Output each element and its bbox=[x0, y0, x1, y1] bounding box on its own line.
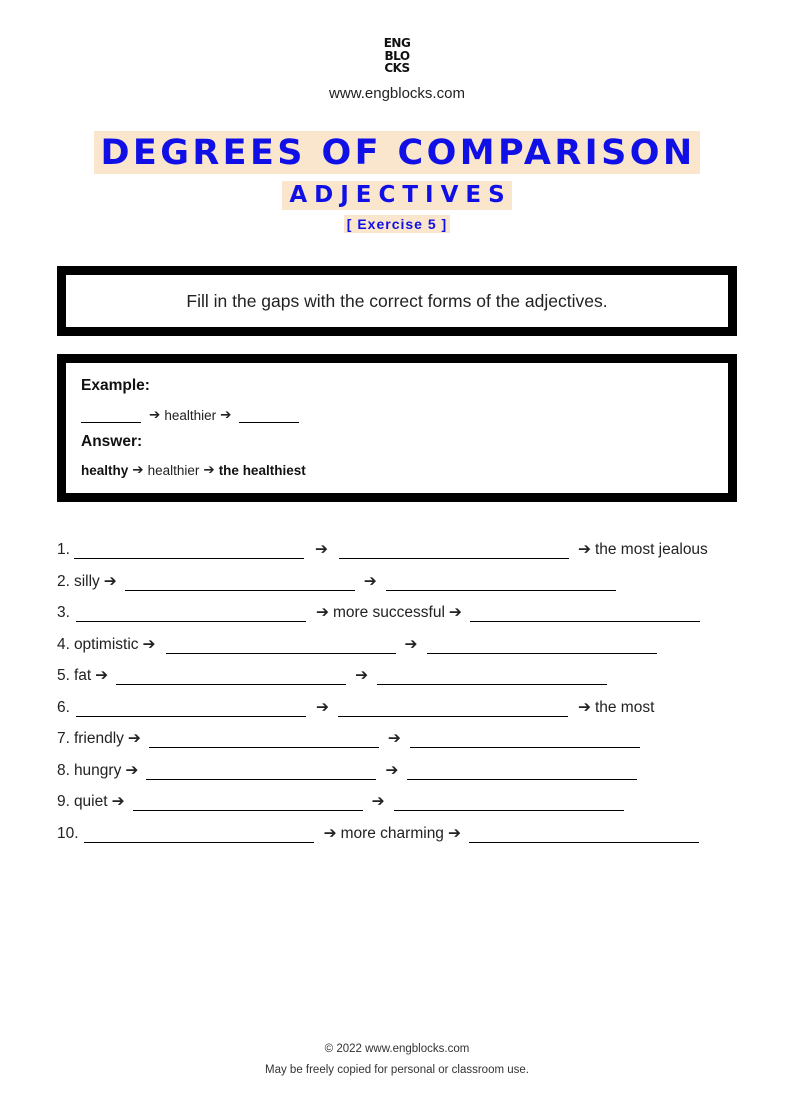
arrow-icon: ➔ bbox=[315, 699, 329, 716]
item-number: 5. bbox=[57, 667, 70, 684]
given-base: fat bbox=[73, 667, 92, 684]
answer-blank[interactable] bbox=[377, 667, 607, 685]
given-base: optimistic bbox=[73, 636, 139, 653]
item-number: 4. bbox=[57, 636, 70, 653]
item-number: 3. bbox=[57, 604, 70, 621]
arrow-icon: ➔ bbox=[111, 793, 125, 810]
given-superlative: the most jealous bbox=[594, 541, 708, 558]
example-line bbox=[81, 407, 299, 423]
instructions-box bbox=[57, 266, 737, 336]
arrow-icon: ➔ bbox=[371, 793, 385, 810]
answer-comparative: healthier bbox=[147, 463, 200, 478]
arrow-icon: ➔ bbox=[385, 762, 399, 779]
exercise-item bbox=[57, 666, 607, 685]
example-blank[interactable] bbox=[81, 408, 141, 423]
example-box bbox=[57, 354, 737, 502]
exercise-item bbox=[57, 572, 616, 591]
item-number: 1. bbox=[57, 541, 70, 558]
answer-blank[interactable] bbox=[76, 604, 306, 622]
arrow-icon: ➔ bbox=[103, 573, 117, 590]
answer-blank[interactable] bbox=[410, 730, 640, 748]
given-comparative: more successful bbox=[332, 604, 445, 621]
given-base: quiet bbox=[73, 793, 108, 810]
example-blank[interactable] bbox=[239, 408, 299, 423]
arrow-icon: ➔ bbox=[448, 604, 462, 621]
answer-blank[interactable] bbox=[338, 699, 568, 717]
arrow-icon: ➔ bbox=[447, 825, 461, 842]
answer-blank[interactable] bbox=[133, 793, 363, 811]
arrow-icon: ➔ bbox=[363, 573, 377, 590]
arrow-icon: ➔ bbox=[323, 825, 337, 842]
answer-line bbox=[81, 462, 306, 478]
arrow-icon: ➔ bbox=[95, 667, 109, 684]
example-label: Example: bbox=[81, 377, 150, 394]
arrow-icon: ➔ bbox=[149, 407, 161, 422]
answer-label: Answer: bbox=[81, 433, 143, 450]
exercise-item bbox=[57, 540, 708, 559]
item-number: 6. bbox=[57, 699, 70, 716]
instructions-text: Fill in the gaps with the correct forms of the adjectives. bbox=[186, 291, 608, 311]
item-number: 8. bbox=[57, 762, 70, 779]
answer-blank[interactable] bbox=[386, 573, 616, 591]
exercise-number: [ Exercise 5 ] bbox=[344, 215, 450, 233]
answer-blank[interactable] bbox=[394, 793, 624, 811]
given-base: hungry bbox=[73, 762, 122, 779]
exercise-item bbox=[57, 761, 637, 780]
answer-blank[interactable] bbox=[146, 762, 376, 780]
logo-line: BLO bbox=[384, 48, 410, 63]
arrow-icon: ➔ bbox=[577, 699, 591, 716]
answer-blank[interactable] bbox=[470, 604, 700, 622]
footer-license: May be freely copied for personal or classroom use. bbox=[265, 1064, 529, 1076]
item-number: 7. bbox=[57, 730, 70, 747]
arrow-icon: ➔ bbox=[203, 462, 215, 477]
worksheet-title: DEGREES OF COMPARISON bbox=[94, 131, 699, 174]
exercise-item bbox=[57, 824, 699, 843]
answer-blank[interactable] bbox=[166, 636, 396, 654]
answer-blank[interactable] bbox=[116, 667, 346, 685]
arrow-icon: ➔ bbox=[125, 762, 139, 779]
item-number: 2. bbox=[57, 573, 70, 590]
arrow-icon: ➔ bbox=[314, 541, 328, 558]
item-number: 10. bbox=[57, 825, 79, 842]
arrow-icon: ➔ bbox=[127, 730, 141, 747]
item-number: 9. bbox=[57, 793, 70, 810]
site-url: www.engblocks.com bbox=[329, 85, 465, 102]
arrow-icon: ➔ bbox=[577, 541, 591, 558]
answer-blank[interactable] bbox=[84, 825, 314, 843]
arrow-icon: ➔ bbox=[220, 407, 232, 422]
answer-blank[interactable] bbox=[469, 825, 699, 843]
footer-copyright: © 2022 www.engblocks.com bbox=[324, 1043, 470, 1055]
arrow-icon: ➔ bbox=[315, 604, 329, 621]
worksheet-subtitle: ADJECTIVES bbox=[282, 181, 511, 210]
answer-blank[interactable] bbox=[407, 762, 637, 780]
answer-blank[interactable] bbox=[76, 699, 306, 717]
given-comparative: more charming bbox=[340, 825, 444, 842]
answer-blank[interactable] bbox=[339, 541, 569, 559]
answer-blank[interactable] bbox=[74, 541, 304, 559]
arrow-icon: ➔ bbox=[142, 636, 156, 653]
arrow-icon: ➔ bbox=[387, 730, 401, 747]
exercise-item bbox=[57, 635, 657, 654]
arrow-icon: ➔ bbox=[404, 636, 418, 653]
given-base: silly bbox=[73, 573, 100, 590]
exercise-item bbox=[57, 729, 640, 748]
engblocks-logo bbox=[0, 37, 794, 75]
exercise-item bbox=[57, 603, 700, 622]
answer-blank[interactable] bbox=[125, 573, 355, 591]
answer-blank[interactable] bbox=[427, 636, 657, 654]
given-superlative: the most bbox=[594, 699, 655, 716]
exercise-item bbox=[57, 792, 624, 811]
logo-line: CKS bbox=[384, 61, 410, 75]
arrow-icon: ➔ bbox=[355, 667, 369, 684]
answer-base: healthy bbox=[81, 463, 129, 478]
exercise-item bbox=[57, 698, 654, 717]
given-base: friendly bbox=[73, 730, 124, 747]
logo-line: ENG bbox=[383, 36, 411, 50]
answer-blank[interactable] bbox=[149, 730, 379, 748]
answer-superlative: the healthiest bbox=[218, 463, 306, 478]
arrow-icon: ➔ bbox=[132, 462, 144, 477]
example-given: healthier bbox=[164, 408, 217, 423]
